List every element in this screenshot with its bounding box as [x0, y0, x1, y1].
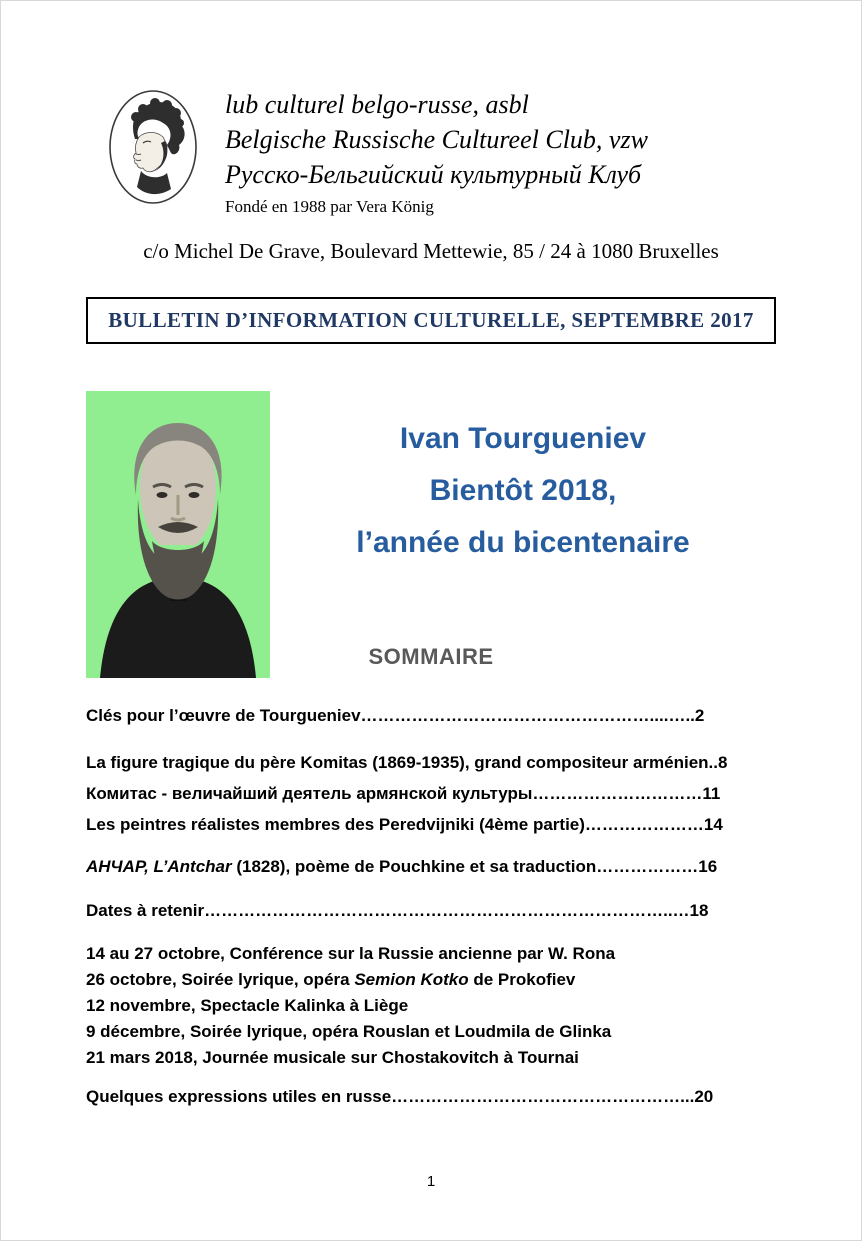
- bulletin-title: BULLETIN D’INFORMATION CULTURELLE, SEPTEMBRE 2017: [108, 308, 754, 332]
- toc-entry-komitas-ru: Комитас - величайший деятель армянской культуры…………………………11: [86, 784, 721, 803]
- turgenev-portrait: [86, 391, 270, 678]
- bulletin-title-box: [86, 297, 776, 344]
- toc-entry-peredvijniki: Les peintres réalistes membres des Peredvijniki (4ème partie)…………………14: [86, 815, 723, 834]
- feature-title: [270, 413, 776, 569]
- table-of-contents: [86, 704, 776, 1109]
- club-name-ru: Русско-Бельгийский культурный Клуб: [225, 160, 642, 189]
- sommaire-heading: SOMMAIRE: [368, 644, 494, 669]
- toc-entry-expressions-russes: Quelques expressions utiles en russe……………………………………………...20: [86, 1087, 714, 1106]
- pushkin-medallion-icon: [107, 87, 199, 207]
- event-kalinka: 12 novembre, Spectacle Kalinka à Liège: [86, 996, 409, 1015]
- feature-title-line1: Ivan Tourgueniev: [399, 422, 647, 455]
- toc-entry-cles-oeuvre: Clés pour l’œuvre de Tourgueniev……………………………………………....…..2: [86, 706, 705, 725]
- event-semion-kotko-opera: Semion Kotko: [354, 970, 469, 989]
- founded-line: Fondé en 1988 par Vera König: [225, 197, 434, 216]
- club-names: [225, 87, 648, 218]
- feature-section: [86, 391, 776, 678]
- event-conference-rona: 14 au 27 octobre, Conférence sur la Russie ancienne par W. Rona: [86, 944, 616, 963]
- events-list: [86, 941, 776, 1071]
- address-line: c/o Michel De Grave, Boulevard Mettewie, 85 / 24 à 1080 Bruxelles: [143, 239, 719, 263]
- toc-entry-dates: Dates à retenir………………………………………………………………………..…18: [86, 901, 709, 920]
- club-header: [107, 87, 648, 218]
- toc-entry-antchar-rest: (1828), poème de Pouchkine et sa traduction………………16: [231, 857, 718, 876]
- event-semion-kotko-post: de Prokofiev: [468, 970, 576, 989]
- toc-entry-antchar-title: АНЧАР, L’Antchar: [86, 857, 232, 876]
- toc-entry-komitas-fr: La figure tragique du père Komitas (1869-1935), grand compositeur arménien..8: [86, 753, 728, 772]
- event-semion-kotko: [86, 967, 776, 993]
- feature-title-line3: l’année du bicentenaire: [356, 526, 690, 559]
- event-rouslan-loudmila: 9 décembre, Soirée lyrique, opéra Rouslan et Loudmila de Glinka: [86, 1022, 612, 1041]
- event-chostakovitch: 21 mars 2018, Journée musicale sur Chostakovitch à Tournai: [86, 1048, 579, 1067]
- page-number: 1: [426, 1173, 436, 1190]
- club-name-nl: Belgische Russische Cultureel Club, vzw: [225, 125, 648, 154]
- feature-title-line2: Bientôt 2018,: [429, 474, 617, 507]
- bulletin-page: [1, 1, 861, 1240]
- toc-entry-antchar: [86, 855, 776, 879]
- event-semion-kotko-pre: 26 octobre, Soirée lyrique, opéra: [86, 970, 355, 989]
- club-name-fr: lub culturel belgo-russe, asbl: [225, 90, 529, 119]
